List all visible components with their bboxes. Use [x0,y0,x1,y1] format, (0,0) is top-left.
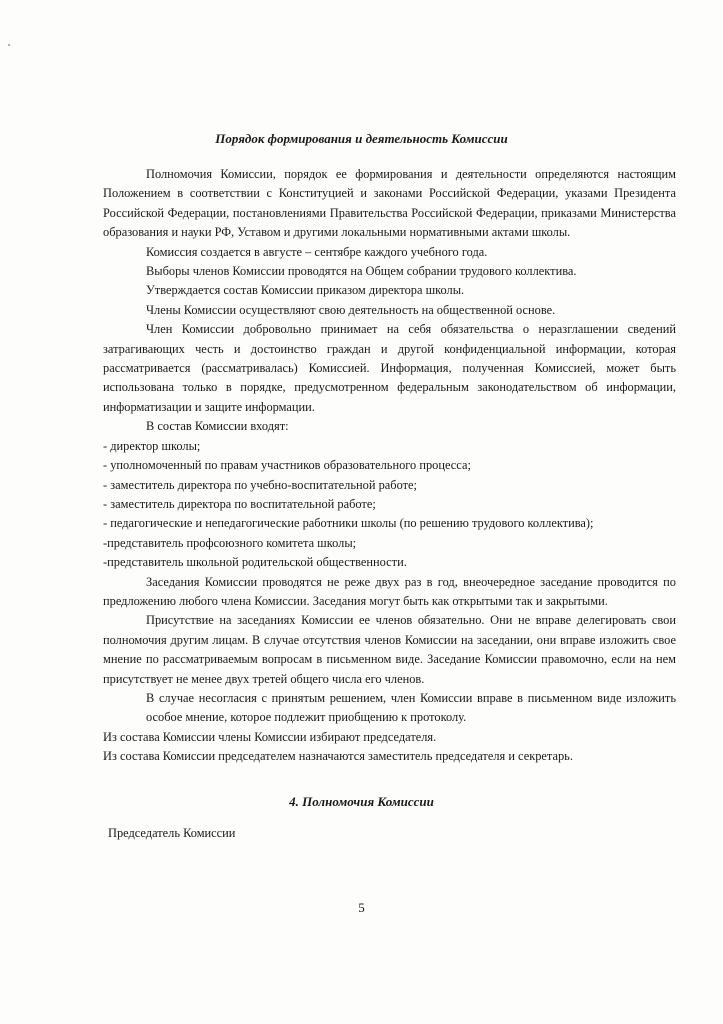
paragraph: Утверждается состав Комиссии приказом директора школы. [146,283,465,298]
member-list-item: - заместитель директора по воспитательной работе; [103,496,376,511]
paragraph: Члены Комиссии осуществляют свою деятельность на общественной основе. [146,302,556,317]
member-list-item: -представитель профсоюзного комитета школы; [103,535,357,550]
paragraph: Выборы членов Комиссии проводятся на Общем собрании трудового коллектива. [146,264,577,279]
member-list-item: - уполномоченный по правам участников образовательного процесса; [103,458,471,473]
paragraph: Присутствие на заседаниях Комиссии ее членов обязательно. Они не вправе делегировать свои полномочия другим лицам. В случае отсутствия членов Комиссии на заседании, они вправе изложить свое мнение по рассматриваемым вопросам в письменном виде. Заседание Комиссии правомочно, если на нем присутствует не менее двух третей общего числа его членов. [103,613,676,686]
member-list-item: - педагогические и непедагогические работники школы (по решению трудового коллектива); [103,516,594,531]
member-list-item: - заместитель директора по учебно-воспитательной работе; [103,477,417,492]
paragraph: Член Комиссии добровольно принимает на себя обязательства о неразглашении сведений затрагивающих честь и достоинство граждан и другой конфиденциальной информации, которая рассматривается (рассматривалась) Комиссией. Информация, полученная Комиссией, может быть использована только в порядке, предусмотренном федеральным законодательством об информации, информатизации и защите информации. [103,322,676,414]
page-number: 5 [358,900,365,915]
scan-speck [8,44,10,46]
paragraph: Полномочия Комиссии, порядок ее формирования и деятельности определяются настоящим Положением в соответствии с Конституцией и законами Российской Федерации, указами Президента Российской Федерации, постановлениями Правительства Российской Федерации, приказами Министерства образования и науки РФ, Уставом и другими локальными нормативными актами школы. [103,167,676,240]
paragraph: Из состава Комиссии члены Комиссии избирают председателя. [103,729,437,744]
member-list-item: -представитель школьной родительской общественности. [103,555,407,570]
paragraph: Заседания Комиссии проводятся не реже двух раз в год, внеочередное заседание проводится по предложению любого члена Комиссии. Заседания могут быть как открытыми так и закрытыми. [103,574,676,608]
paragraph: Комиссия создается в августе – сентябре каждого учебного года. [146,244,488,259]
section-4-title: 4. Полномочия Комиссии [289,794,434,809]
signature-label: Председатель Комиссии [108,826,236,840]
paragraph: Из состава Комиссии председателем назначаются заместитель председателя и секретарь. [103,749,573,764]
paragraph: В случае несогласия с принятым решением, член Комиссии вправе в письменном виде изложить особое мнение, которое подлежит приобщению к протоколу. [146,690,676,725]
body-text-block [103,165,676,767]
member-list-item: - директор школы; [103,438,201,453]
paragraph: В состав Комиссии входят: [146,419,289,434]
section-title: Порядок формирования и деятельность Комиссии [215,131,508,146]
